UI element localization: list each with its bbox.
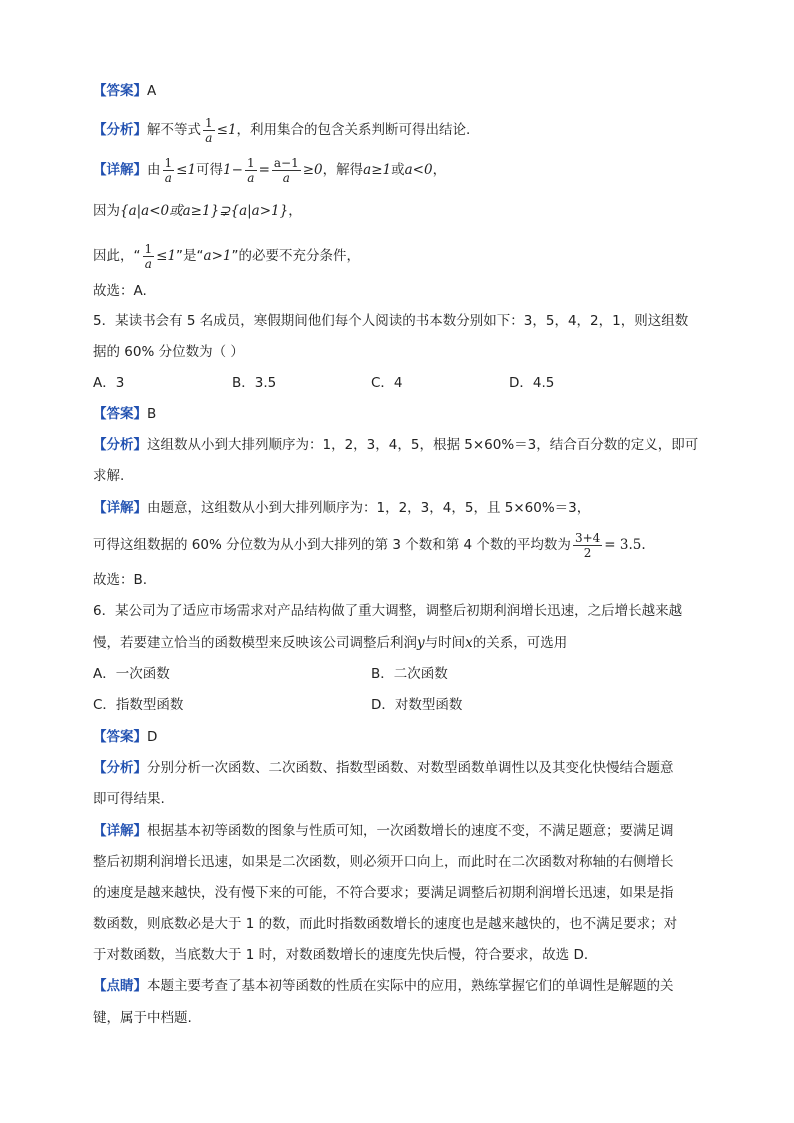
q5-option-c: C．4 [371, 375, 403, 391]
math-expr: 1− [223, 162, 243, 178]
analysis-tag: 【分析】 [93, 437, 147, 453]
set-expression: {a|a<0或a≥1}⊋{a|a>1} [120, 203, 289, 219]
q6-detail-line1 [93, 821, 674, 841]
math-expr: ≤1 [216, 122, 237, 138]
therefore-text: ”的必要不充分条件， [231, 248, 360, 264]
q6-detail-line5: 于对数函数，当底数大于 1 时，对数函数增长的速度先快后慢，符合要求，故选 D． [93, 947, 598, 963]
q6-detail-line3: 的速度是越来越快，没有慢下来的可能，不符合要求；要满足调整后初期利润增长迅速，如果是指 [93, 885, 674, 901]
comment-tag: 【点睛】 [93, 978, 147, 994]
detail-text: 由题意，这组数从小到大排列顺序为：1，2，3，4，5，且 5×60%＝3， [147, 500, 591, 516]
q4-therefore-line [93, 240, 360, 272]
math-expr: a<0 [404, 162, 433, 178]
detail-tag: 【详解】 [93, 500, 147, 516]
fraction: $\frac{3+4}{2}$ [574, 530, 601, 560]
comment-text: 本题主要考查了基本初等函数的性质在实际中的应用，熟练掌握它们的单调性是解题的关 [147, 978, 674, 994]
q6-analysis-line1 [93, 758, 674, 778]
math-expr: ≤1 [156, 248, 177, 264]
analysis-text: 解不等式 [147, 122, 201, 138]
detail-text: 可得这组数据的 60% 分位数为从小到大排列的第 3 个数和第 4 个数的平均数为 [93, 537, 571, 553]
q4-detail-line [93, 154, 446, 186]
q5-option-b: B．3.5 [232, 375, 277, 391]
q6-comment-line1 [93, 976, 674, 996]
q4-choose: 故选：A. [93, 283, 147, 299]
answer-tag: 【答案】 [93, 406, 147, 422]
analysis-text: 分别分析一次函数、二次函数、指数型函数、对数型函数单调性以及其变化快慢结合题意 [147, 760, 674, 776]
detail-text: ， [432, 162, 447, 178]
q5-stem-line1: 5．某读书会有 5 名成员，寒假期间他们每个人阅读的书本数分别如下：3，5，4，2，1，则这组数 [93, 313, 689, 329]
answer-value: B [147, 406, 157, 422]
stem-text: 与时间 [424, 635, 466, 651]
math-expr: = [258, 162, 270, 178]
q5-detail-line2 [93, 528, 646, 562]
math-var: x [465, 635, 473, 651]
answer-value: A [147, 83, 157, 99]
q6-analysis-line2: 即可得结果. [93, 791, 165, 807]
fraction: $\frac{1}{a}$ [246, 155, 255, 185]
answer-tag: 【答案】 [93, 83, 147, 99]
q4-analysis-line [93, 115, 470, 145]
detail-text: 由 [147, 162, 161, 178]
analysis-text: ，利用集合的包含关系判断可得出结论. [236, 122, 471, 138]
analysis-text: 这组数从小到大排列顺序为：1，2，3，4，5，根据 5×60%＝3，结合百分数的定义，即可 [147, 437, 699, 453]
q4-answer-line [93, 81, 156, 101]
math-expr: = 3.5. [604, 537, 646, 553]
math-expr: a≥1 [363, 162, 392, 178]
q5-option-a: A．3 [93, 375, 125, 391]
q6-option-c: C．指数型函数 [93, 697, 184, 713]
analysis-tag: 【分析】 [93, 760, 147, 776]
analysis-tag: 【分析】 [93, 122, 147, 138]
therefore-text: 因此，“ [93, 248, 141, 264]
q5-detail-line1 [93, 498, 590, 518]
stem-text: 慢，若要建立恰当的函数模型来反映该公司调整后利润 [93, 635, 417, 651]
fraction: $\frac{1}{a}$ [164, 155, 173, 185]
answer-tag: 【答案】 [93, 729, 147, 745]
q5-analysis-line2: 求解. [93, 468, 125, 484]
detail-text: 根据基本初等函数的图象与性质可知，一次函数增长的速度不变，不满足题意；要满足调 [147, 823, 674, 839]
q6-stem-line1: 6．某公司为了适应市场需求对产品结构做了重大调整，调整后初期利润增长迅速，之后增长越来越 [93, 603, 683, 619]
q6-option-a: A．一次函数 [93, 666, 170, 682]
q6-stem-line2 [93, 633, 567, 653]
q4-because-line [93, 201, 302, 221]
detail-text: 可得 [196, 162, 224, 178]
stem-text: 的关系，可选用 [472, 635, 568, 651]
q6-option-d: D．对数型函数 [371, 697, 463, 713]
math-expr: ≤1 [176, 162, 197, 178]
math-var: y [417, 635, 425, 651]
because-text: 因为 [93, 203, 120, 219]
therefore-text: ”是“ [176, 248, 204, 264]
q6-detail-line4: 数函数，则底数必是大于 1 的数，而此时指数函数增长的速度也是越来越快的，也不满足要求；对 [93, 916, 678, 932]
math-expr: a>1 [203, 248, 232, 264]
detail-tag: 【详解】 [93, 823, 147, 839]
detail-text: ，解得 [322, 162, 364, 178]
q6-detail-line2: 整后初期利润增长迅速，如果是二次函数，则必须开口向上，而此时在二次函数对称轴的右侧增长 [93, 854, 674, 870]
q6-option-b: B．二次函数 [371, 666, 448, 682]
q5-answer-line [93, 404, 156, 424]
detail-tag: 【详解】 [93, 162, 147, 178]
q6-comment-line2: 键，属于中档题. [93, 1010, 192, 1026]
fraction: $\frac{1}{a}$ [205, 115, 213, 145]
math-expr: ≥0 [302, 162, 323, 178]
q5-option-d: D．4.5 [509, 375, 555, 391]
fraction: $\frac{1}{a}$ [144, 241, 153, 271]
q6-answer-line [93, 727, 157, 747]
detail-text: 或 [391, 162, 405, 178]
q5-choose: 故选：B. [93, 572, 148, 588]
fraction: $\frac{a-1}{a}$ [273, 155, 299, 185]
q5-stem-line2: 据的 60% 分位数为（ ） [93, 344, 244, 360]
q5-analysis-line1 [93, 435, 698, 455]
answer-value: D [147, 729, 158, 745]
because-text: ， [288, 203, 302, 219]
